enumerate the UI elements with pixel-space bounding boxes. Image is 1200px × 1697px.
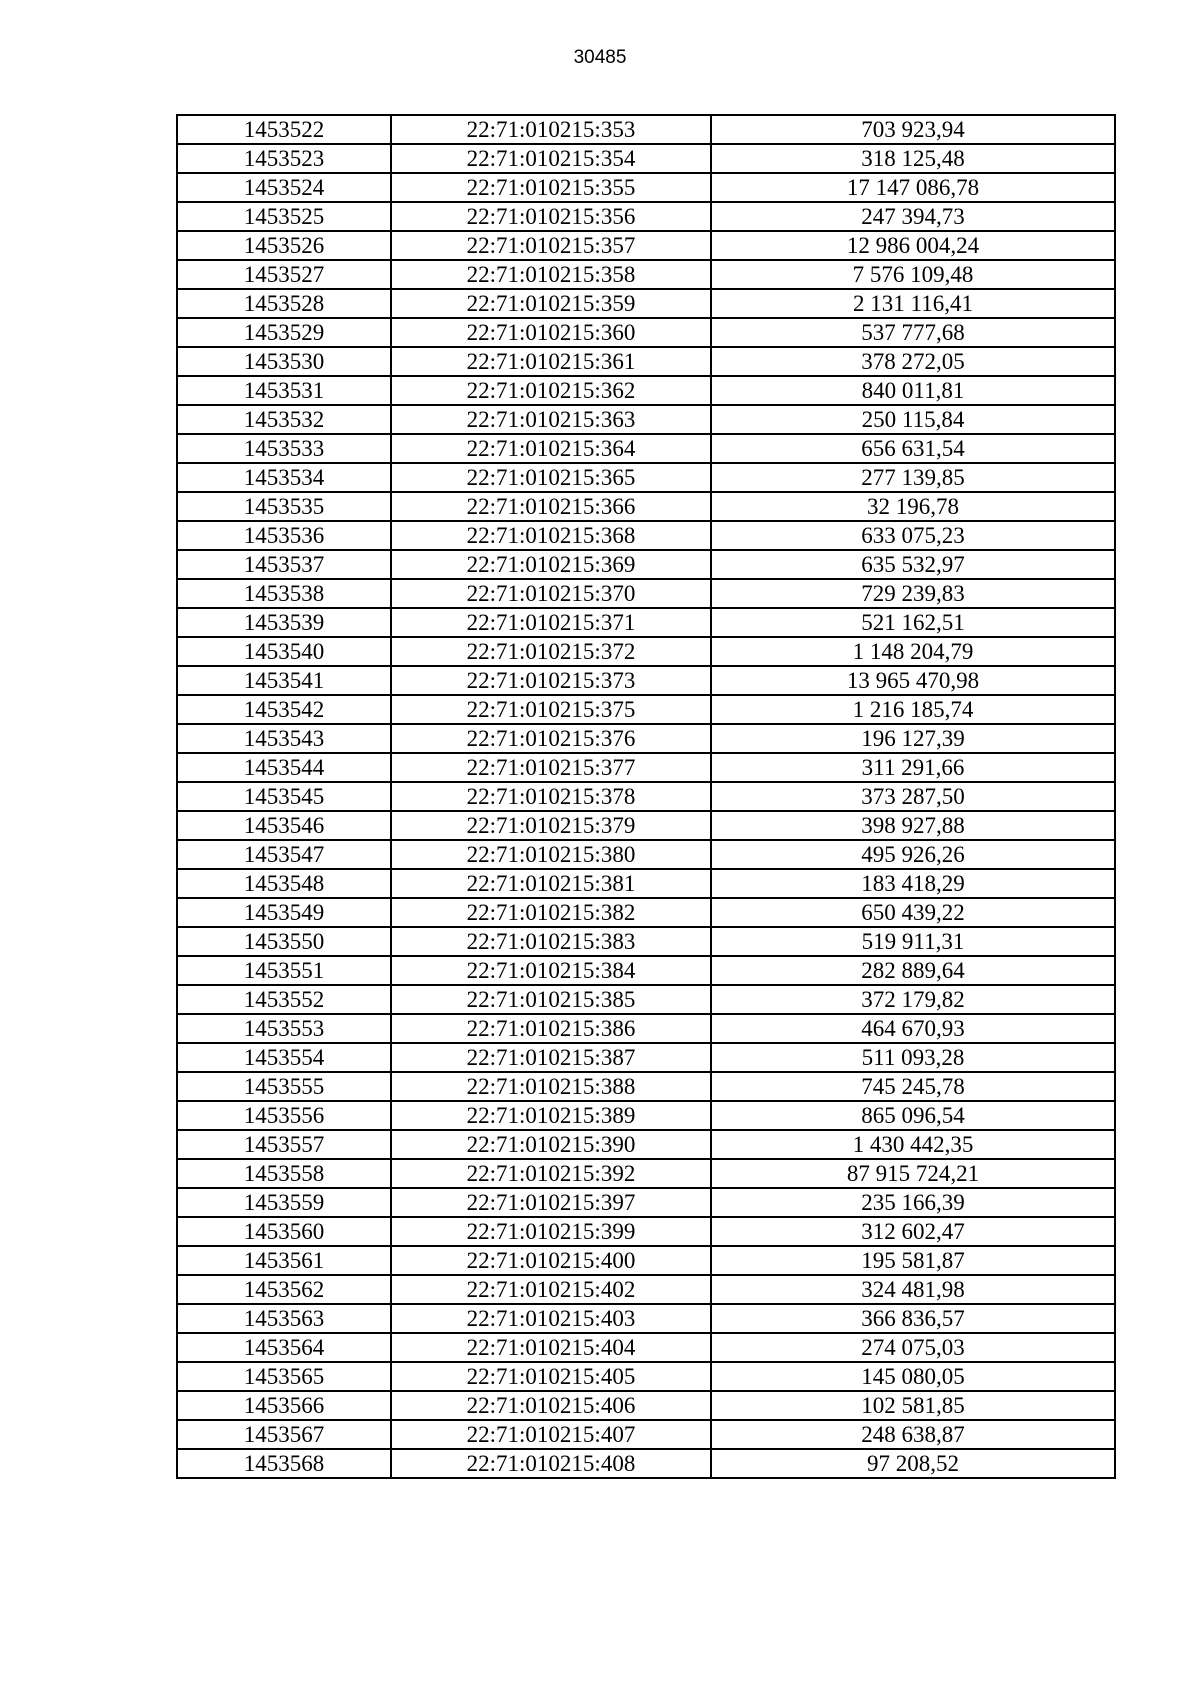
table-row bbox=[177, 231, 1115, 260]
cadastral-value-cell: 145 080,05 bbox=[711, 1362, 1115, 1391]
record-number-cell: 1453560 bbox=[177, 1217, 391, 1246]
cadastral-number-cell: 22:71:010215:376 bbox=[391, 724, 711, 753]
table-row bbox=[177, 811, 1115, 840]
cadastral-value-cell: 840 011,81 bbox=[711, 376, 1115, 405]
cadastral-number-cell: 22:71:010215:373 bbox=[391, 666, 711, 695]
cadastral-value-cell: 247 394,73 bbox=[711, 202, 1115, 231]
cadastral-number-cell: 22:71:010215:368 bbox=[391, 521, 711, 550]
cadastral-value-cell: 745 245,78 bbox=[711, 1072, 1115, 1101]
table-row bbox=[177, 1217, 1115, 1246]
cadastral-number-cell: 22:71:010215:361 bbox=[391, 347, 711, 376]
record-number-cell: 1453556 bbox=[177, 1101, 391, 1130]
cadastral-value-cell: 537 777,68 bbox=[711, 318, 1115, 347]
cadastral-value-cell: 633 075,23 bbox=[711, 521, 1115, 550]
cadastral-value-cell: 312 602,47 bbox=[711, 1217, 1115, 1246]
table-row bbox=[177, 434, 1115, 463]
record-number-cell: 1453535 bbox=[177, 492, 391, 521]
record-number-cell: 1453558 bbox=[177, 1159, 391, 1188]
table-row bbox=[177, 376, 1115, 405]
cadastral-number-cell: 22:71:010215:385 bbox=[391, 985, 711, 1014]
record-number-cell: 1453565 bbox=[177, 1362, 391, 1391]
cadastral-number-cell: 22:71:010215:354 bbox=[391, 144, 711, 173]
record-number-cell: 1453559 bbox=[177, 1188, 391, 1217]
record-number-cell: 1453539 bbox=[177, 608, 391, 637]
cadastral-number-cell: 22:71:010215:400 bbox=[391, 1246, 711, 1275]
cadastral-value-cell: 87 915 724,21 bbox=[711, 1159, 1115, 1188]
table-row bbox=[177, 869, 1115, 898]
record-number-cell: 1453568 bbox=[177, 1449, 391, 1478]
table-row bbox=[177, 1159, 1115, 1188]
cadastral-number-cell: 22:71:010215:388 bbox=[391, 1072, 711, 1101]
table-row bbox=[177, 1275, 1115, 1304]
record-number-cell: 1453551 bbox=[177, 956, 391, 985]
cadastral-number-cell: 22:71:010215:379 bbox=[391, 811, 711, 840]
cadastral-number-cell: 22:71:010215:358 bbox=[391, 260, 711, 289]
table-row bbox=[177, 550, 1115, 579]
record-number-cell: 1453541 bbox=[177, 666, 391, 695]
cadastral-value-table bbox=[176, 114, 1116, 1479]
record-number-cell: 1453540 bbox=[177, 637, 391, 666]
cadastral-value-cell: 32 196,78 bbox=[711, 492, 1115, 521]
cadastral-value-cell: 519 911,31 bbox=[711, 927, 1115, 956]
table-row bbox=[177, 840, 1115, 869]
table-row bbox=[177, 347, 1115, 376]
cadastral-value-cell: 650 439,22 bbox=[711, 898, 1115, 927]
cadastral-value-cell: 7 576 109,48 bbox=[711, 260, 1115, 289]
table-row bbox=[177, 202, 1115, 231]
record-number-cell: 1453532 bbox=[177, 405, 391, 434]
record-number-cell: 1453543 bbox=[177, 724, 391, 753]
cadastral-value-cell: 464 670,93 bbox=[711, 1014, 1115, 1043]
cadastral-number-cell: 22:71:010215:360 bbox=[391, 318, 711, 347]
record-number-cell: 1453544 bbox=[177, 753, 391, 782]
table-row bbox=[177, 1043, 1115, 1072]
cadastral-number-cell: 22:71:010215:380 bbox=[391, 840, 711, 869]
cadastral-value-cell: 1 430 442,35 bbox=[711, 1130, 1115, 1159]
table-row bbox=[177, 405, 1115, 434]
record-number-cell: 1453554 bbox=[177, 1043, 391, 1072]
cadastral-number-cell: 22:71:010215:362 bbox=[391, 376, 711, 405]
table-row bbox=[177, 1072, 1115, 1101]
cadastral-number-cell: 22:71:010215:403 bbox=[391, 1304, 711, 1333]
cadastral-number-cell: 22:71:010215:407 bbox=[391, 1420, 711, 1449]
cadastral-value-cell: 196 127,39 bbox=[711, 724, 1115, 753]
record-number-cell: 1453530 bbox=[177, 347, 391, 376]
table-row bbox=[177, 1391, 1115, 1420]
record-number-cell: 1453527 bbox=[177, 260, 391, 289]
cadastral-value-cell: 366 836,57 bbox=[711, 1304, 1115, 1333]
table-row bbox=[177, 318, 1115, 347]
cadastral-value-cell: 97 208,52 bbox=[711, 1449, 1115, 1478]
cadastral-number-cell: 22:71:010215:370 bbox=[391, 579, 711, 608]
record-number-cell: 1453566 bbox=[177, 1391, 391, 1420]
table-row bbox=[177, 1362, 1115, 1391]
table-row bbox=[177, 1304, 1115, 1333]
record-number-cell: 1453562 bbox=[177, 1275, 391, 1304]
cadastral-number-cell: 22:71:010215:355 bbox=[391, 173, 711, 202]
cadastral-value-cell: 318 125,48 bbox=[711, 144, 1115, 173]
cadastral-number-cell: 22:71:010215:382 bbox=[391, 898, 711, 927]
table-row bbox=[177, 956, 1115, 985]
cadastral-number-cell: 22:71:010215:390 bbox=[391, 1130, 711, 1159]
cadastral-number-cell: 22:71:010215:397 bbox=[391, 1188, 711, 1217]
cadastral-number-cell: 22:71:010215:369 bbox=[391, 550, 711, 579]
table-row bbox=[177, 260, 1115, 289]
table-row bbox=[177, 782, 1115, 811]
cadastral-number-cell: 22:71:010215:353 bbox=[391, 115, 711, 144]
record-number-cell: 1453529 bbox=[177, 318, 391, 347]
cadastral-number-cell: 22:71:010215:405 bbox=[391, 1362, 711, 1391]
cadastral-number-cell: 22:71:010215:404 bbox=[391, 1333, 711, 1362]
cadastral-value-cell: 495 926,26 bbox=[711, 840, 1115, 869]
table-row bbox=[177, 985, 1115, 1014]
table-row bbox=[177, 898, 1115, 927]
cadastral-value-cell: 1 148 204,79 bbox=[711, 637, 1115, 666]
cadastral-value-cell: 311 291,66 bbox=[711, 753, 1115, 782]
cadastral-value-cell: 373 287,50 bbox=[711, 782, 1115, 811]
record-number-cell: 1453548 bbox=[177, 869, 391, 898]
cadastral-value-cell: 635 532,97 bbox=[711, 550, 1115, 579]
table-row bbox=[177, 289, 1115, 318]
record-number-cell: 1453561 bbox=[177, 1246, 391, 1275]
record-number-cell: 1453531 bbox=[177, 376, 391, 405]
cadastral-number-cell: 22:71:010215:364 bbox=[391, 434, 711, 463]
table-row bbox=[177, 637, 1115, 666]
record-number-cell: 1453522 bbox=[177, 115, 391, 144]
cadastral-value-cell: 274 075,03 bbox=[711, 1333, 1115, 1362]
record-number-cell: 1453526 bbox=[177, 231, 391, 260]
cadastral-number-cell: 22:71:010215:356 bbox=[391, 202, 711, 231]
cadastral-value-cell: 250 115,84 bbox=[711, 405, 1115, 434]
cadastral-value-cell: 13 965 470,98 bbox=[711, 666, 1115, 695]
cadastral-value-cell: 703 923,94 bbox=[711, 115, 1115, 144]
record-number-cell: 1453557 bbox=[177, 1130, 391, 1159]
cadastral-value-cell: 865 096,54 bbox=[711, 1101, 1115, 1130]
table-row bbox=[177, 608, 1115, 637]
table-row bbox=[177, 753, 1115, 782]
cadastral-number-cell: 22:71:010215:372 bbox=[391, 637, 711, 666]
table-body bbox=[177, 115, 1115, 1478]
table-row bbox=[177, 1101, 1115, 1130]
cadastral-value-cell: 372 179,82 bbox=[711, 985, 1115, 1014]
cadastral-number-cell: 22:71:010215:402 bbox=[391, 1275, 711, 1304]
cadastral-number-cell: 22:71:010215:406 bbox=[391, 1391, 711, 1420]
record-number-cell: 1453536 bbox=[177, 521, 391, 550]
record-number-cell: 1453550 bbox=[177, 927, 391, 956]
table-row bbox=[177, 521, 1115, 550]
table-row bbox=[177, 1130, 1115, 1159]
cadastral-number-cell: 22:71:010215:359 bbox=[391, 289, 711, 318]
cadastral-value-cell: 248 638,87 bbox=[711, 1420, 1115, 1449]
record-number-cell: 1453542 bbox=[177, 695, 391, 724]
record-number-cell: 1453545 bbox=[177, 782, 391, 811]
record-number-cell: 1453567 bbox=[177, 1420, 391, 1449]
cadastral-number-cell: 22:71:010215:383 bbox=[391, 927, 711, 956]
table-row bbox=[177, 463, 1115, 492]
table-row bbox=[177, 724, 1115, 753]
cadastral-number-cell: 22:71:010215:375 bbox=[391, 695, 711, 724]
table-row bbox=[177, 1333, 1115, 1362]
table-row bbox=[177, 173, 1115, 202]
cadastral-value-cell: 195 581,87 bbox=[711, 1246, 1115, 1275]
table-row bbox=[177, 927, 1115, 956]
table-row bbox=[177, 666, 1115, 695]
cadastral-number-cell: 22:71:010215:377 bbox=[391, 753, 711, 782]
cadastral-value-cell: 235 166,39 bbox=[711, 1188, 1115, 1217]
cadastral-value-cell: 17 147 086,78 bbox=[711, 173, 1115, 202]
cadastral-number-cell: 22:71:010215:378 bbox=[391, 782, 711, 811]
cadastral-number-cell: 22:71:010215:357 bbox=[391, 231, 711, 260]
cadastral-number-cell: 22:71:010215:386 bbox=[391, 1014, 711, 1043]
table-row bbox=[177, 1188, 1115, 1217]
table-row bbox=[177, 579, 1115, 608]
cadastral-value-cell: 656 631,54 bbox=[711, 434, 1115, 463]
table-row bbox=[177, 1420, 1115, 1449]
record-number-cell: 1453533 bbox=[177, 434, 391, 463]
cadastral-number-cell: 22:71:010215:363 bbox=[391, 405, 711, 434]
table-row bbox=[177, 695, 1115, 724]
cadastral-value-cell: 183 418,29 bbox=[711, 869, 1115, 898]
cadastral-number-cell: 22:71:010215:392 bbox=[391, 1159, 711, 1188]
record-number-cell: 1453563 bbox=[177, 1304, 391, 1333]
cadastral-value-cell: 511 093,28 bbox=[711, 1043, 1115, 1072]
cadastral-number-cell: 22:71:010215:384 bbox=[391, 956, 711, 985]
record-number-cell: 1453552 bbox=[177, 985, 391, 1014]
cadastral-value-cell: 282 889,64 bbox=[711, 956, 1115, 985]
record-number-cell: 1453537 bbox=[177, 550, 391, 579]
table-row bbox=[177, 492, 1115, 521]
cadastral-number-cell: 22:71:010215:371 bbox=[391, 608, 711, 637]
record-number-cell: 1453528 bbox=[177, 289, 391, 318]
cadastral-number-cell: 22:71:010215:381 bbox=[391, 869, 711, 898]
cadastral-value-cell: 1 216 185,74 bbox=[711, 695, 1115, 724]
table-row bbox=[177, 144, 1115, 173]
cadastral-number-cell: 22:71:010215:408 bbox=[391, 1449, 711, 1478]
page-number: 30485 bbox=[573, 47, 627, 68]
cadastral-value-cell: 2 131 116,41 bbox=[711, 289, 1115, 318]
cadastral-number-cell: 22:71:010215:399 bbox=[391, 1217, 711, 1246]
cadastral-value-cell: 12 986 004,24 bbox=[711, 231, 1115, 260]
table-row bbox=[177, 1449, 1115, 1478]
cadastral-value-cell: 729 239,83 bbox=[711, 579, 1115, 608]
cadastral-value-cell: 398 927,88 bbox=[711, 811, 1115, 840]
cadastral-number-cell: 22:71:010215:387 bbox=[391, 1043, 711, 1072]
cadastral-value-cell: 378 272,05 bbox=[711, 347, 1115, 376]
record-number-cell: 1453564 bbox=[177, 1333, 391, 1362]
cadastral-number-cell: 22:71:010215:389 bbox=[391, 1101, 711, 1130]
cadastral-value-cell: 102 581,85 bbox=[711, 1391, 1115, 1420]
record-number-cell: 1453525 bbox=[177, 202, 391, 231]
record-number-cell: 1453555 bbox=[177, 1072, 391, 1101]
record-number-cell: 1453524 bbox=[177, 173, 391, 202]
record-number-cell: 1453523 bbox=[177, 144, 391, 173]
record-number-cell: 1453549 bbox=[177, 898, 391, 927]
cadastral-number-cell: 22:71:010215:366 bbox=[391, 492, 711, 521]
record-number-cell: 1453553 bbox=[177, 1014, 391, 1043]
cadastral-value-cell: 521 162,51 bbox=[711, 608, 1115, 637]
record-number-cell: 1453546 bbox=[177, 811, 391, 840]
cadastral-value-cell: 277 139,85 bbox=[711, 463, 1115, 492]
record-number-cell: 1453547 bbox=[177, 840, 391, 869]
table-row bbox=[177, 115, 1115, 144]
table-row bbox=[177, 1014, 1115, 1043]
table-row bbox=[177, 1246, 1115, 1275]
cadastral-value-cell: 324 481,98 bbox=[711, 1275, 1115, 1304]
record-number-cell: 1453534 bbox=[177, 463, 391, 492]
cadastral-number-cell: 22:71:010215:365 bbox=[391, 463, 711, 492]
record-number-cell: 1453538 bbox=[177, 579, 391, 608]
